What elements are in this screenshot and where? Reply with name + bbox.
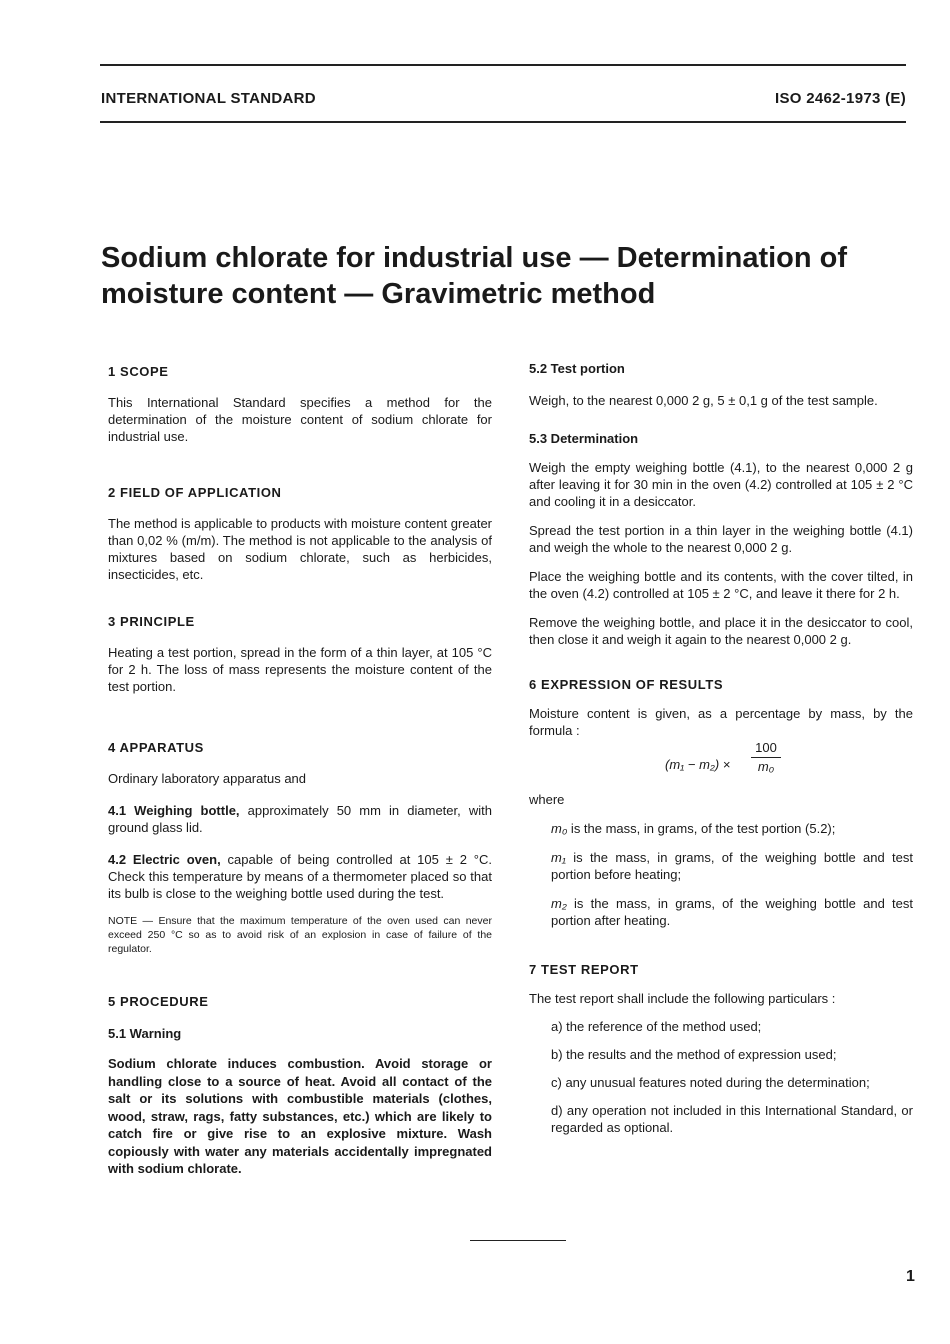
section-1-text: This International Standard specifies a method for the determination of the moisture content of sodium chlorate for industrial use. bbox=[108, 395, 492, 444]
report-item-d: d) any operation not included in this International Standard, or regarded as optional. bbox=[551, 1103, 913, 1135]
header-iso-number: ISO 2462-1973 (E) bbox=[774, 90, 906, 107]
item-4-2-text: capable of being controlled at 105 ± 2 °C. Check this temperature by means of a thermometer placed so that its bulb is close to the weighing bottle used during the test. bbox=[108, 852, 492, 901]
determination-step-4: Remove the weighing bottle, and place it in the desiccator to cool, then close it and weigh it again to the nearest 0,000 2 g. bbox=[529, 615, 913, 647]
page-number: 1 bbox=[906, 1268, 915, 1285]
determination-step-1: Weigh the empty weighing bottle (4.1), to the nearest 0,000 2 g after leaving it for 30 min in the oven (4.2) controlled at 105 ± 2 °C and cooling it in a desiccator. bbox=[529, 460, 913, 509]
symbol-m1: m₁ bbox=[551, 850, 566, 865]
item-4-2 bbox=[108, 851, 492, 902]
title-line-1: Sodium chlorate for industrial use — Determination of bbox=[101, 242, 848, 274]
where-label: where bbox=[529, 792, 565, 807]
header-standard-label: INTERNATIONAL STANDARD bbox=[101, 90, 316, 107]
where-m2-text: is the mass, in grams, of the weighing bottle and test portion after heating. bbox=[551, 896, 913, 928]
item-4-1 bbox=[108, 802, 492, 836]
report-item-b: b) the results and the method of expression used; bbox=[551, 1047, 837, 1062]
footer-rule bbox=[470, 1240, 566, 1241]
section-3-text: Heating a test portion, spread in the form of a thin layer, at 105 °C for 2 h. The loss of mass represents the moisture content of the test portion. bbox=[108, 645, 492, 694]
section-2-text: The method is applicable to products with moisture content greater than 0,02 % (m/m). The method is not applicable to the analysis of mixtures based on sodium chlorate, such as herbicides, insecticides, etc. bbox=[108, 516, 492, 582]
where-m0 bbox=[551, 820, 913, 837]
section-3-heading: 3 PRINCIPLE bbox=[108, 614, 195, 629]
symbol-m2: m₂ bbox=[551, 896, 567, 911]
moisture-formula bbox=[529, 739, 913, 783]
section-2-heading: 2 FIELD OF APPLICATION bbox=[108, 485, 282, 500]
section-1-heading: 1 SCOPE bbox=[108, 364, 169, 379]
section-5-3-heading: 5.3 Determination bbox=[529, 431, 639, 446]
formula-lhs: (m₁ − m₂) × bbox=[665, 757, 731, 772]
top-rule bbox=[100, 64, 906, 66]
section-7-intro: The test report shall include the following particulars : bbox=[529, 991, 836, 1006]
section-6-intro: Moisture content is given, as a percentage by mass, by the formula : bbox=[529, 706, 913, 738]
formula-denominator: m₀ bbox=[757, 759, 775, 774]
item-4-1-text: approximately 50 mm in diameter, with ground glass lid. bbox=[108, 803, 492, 835]
section-5-2-text: Weigh, to the nearest 0,000 2 g, 5 ± 0,1 g of the test sample. bbox=[529, 393, 878, 408]
symbol-m0: m₀ bbox=[551, 821, 568, 836]
item-4-1-label: 4.1 Weighing bottle, bbox=[108, 803, 240, 818]
right-column bbox=[529, 360, 913, 1136]
report-item-a: a) the reference of the method used; bbox=[551, 1019, 762, 1034]
report-item-c: c) any unusual features noted during the determination; bbox=[551, 1075, 870, 1090]
determination-step-2: Spread the test portion in a thin layer in the weighing bottle (4.1) and weigh the whole to the nearest 0,000 2 g. bbox=[529, 523, 913, 555]
section-5-2-heading: 5.2 Test portion bbox=[529, 361, 625, 376]
apparatus-note: NOTE — Ensure that the maximum temperature of the oven used can never exceed 250 °C so as to avoid risk of an explosion in case of failure of the regulator. bbox=[108, 915, 492, 955]
section-7-heading: 7 TEST REPORT bbox=[529, 962, 639, 977]
item-4-2-label: 4.2 Electric oven, bbox=[108, 852, 221, 867]
formula-numerator: 100 bbox=[751, 739, 781, 758]
left-column bbox=[108, 360, 492, 1178]
where-m1 bbox=[551, 849, 913, 883]
formula-fraction bbox=[751, 739, 781, 776]
determination-step-3: Place the weighing bottle and its contents, with the cover tilted, in the oven (4.2) controlled at 105 ± 2 °C, and leave it there for 2 h. bbox=[529, 569, 913, 601]
header-rule bbox=[100, 121, 906, 123]
section-4-intro: Ordinary laboratory apparatus and bbox=[108, 771, 307, 786]
document-title bbox=[101, 240, 901, 312]
title-line-2: moisture content — Gravimetric method bbox=[101, 278, 656, 310]
section-6-heading: 6 EXPRESSION OF RESULTS bbox=[529, 677, 724, 692]
section-4-heading: 4 APPARATUS bbox=[108, 740, 204, 755]
warning-text: Sodium chlorate induces combustion. Avoid storage or handling close to a source of heat. Avoid all contact of the salt or its solutions with combustible materials (clothes, wood, straw, rags, fatty substances, etc.) which are likely to catch fire or give rise to an explosive mixture. Wash copiously with water any materials accidentally impregnated with sodium chlorate. bbox=[108, 1056, 492, 1176]
where-m2 bbox=[551, 895, 913, 929]
where-m0-text: is the mass, in grams, of the test portion (5.2); bbox=[567, 821, 836, 836]
where-m1-text: is the mass, in grams, of the weighing bottle and test portion before heating; bbox=[551, 850, 913, 882]
section-5-heading: 5 PROCEDURE bbox=[108, 994, 209, 1009]
section-5-1-heading: 5.1 Warning bbox=[108, 1026, 182, 1041]
